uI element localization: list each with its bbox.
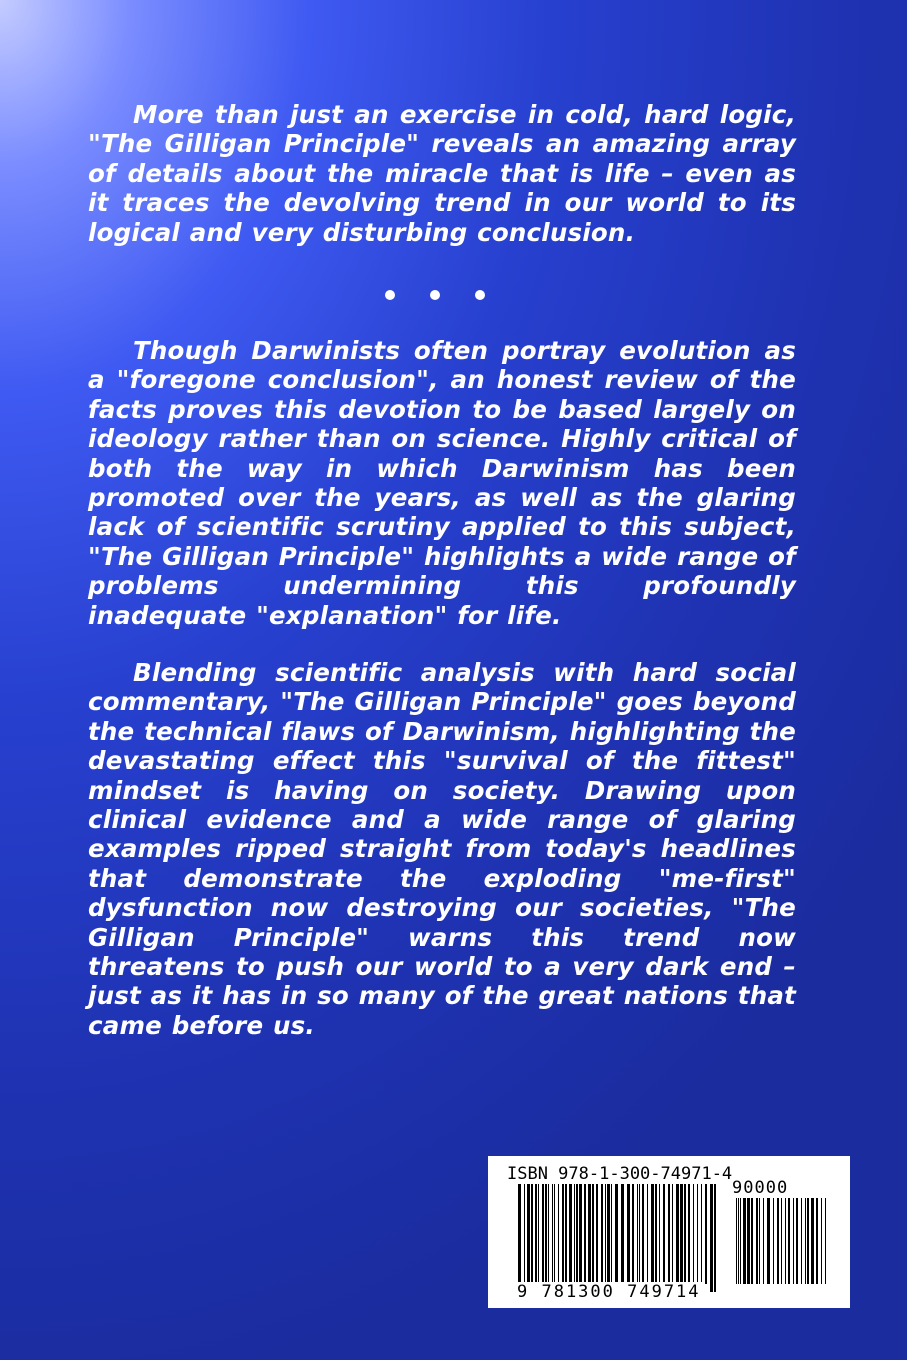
barcode-bar	[574, 1184, 575, 1284]
barcode-bar	[584, 1184, 586, 1284]
blurb-paragraph-1: More than just an exercise in cold, hard logic, "The Gilligan Principle" reveals an amazing array of details about the miracle that is life – even as it traces the devolving trend in our world to its logical and very disturbing conclusion.	[88, 100, 796, 247]
barcode-bar	[632, 1184, 634, 1284]
barcode-bar	[527, 1184, 530, 1284]
barcode-bar	[736, 1198, 737, 1284]
barcode-bar	[592, 1184, 594, 1284]
separator-dot	[430, 290, 440, 300]
barcode-bar	[569, 1184, 572, 1284]
barcode-bar	[693, 1184, 694, 1284]
barcode-bar	[767, 1198, 770, 1284]
barcode-bar	[659, 1184, 660, 1284]
isbn-label: ISBN 978-1-300-74971-4	[507, 1164, 733, 1184]
barcode-bar	[821, 1198, 822, 1284]
barcode-bar	[740, 1198, 741, 1284]
barcode-bar	[545, 1184, 547, 1284]
barcode-bar	[785, 1198, 786, 1284]
barcode-bar	[518, 1184, 521, 1292]
barcode-bar	[801, 1198, 802, 1284]
barcode-bar	[743, 1198, 746, 1284]
barcode-bar	[562, 1184, 564, 1284]
barcode-addon-digits: 90000	[732, 1178, 789, 1198]
barcode-bar	[579, 1184, 582, 1284]
separator-dot	[475, 290, 485, 300]
barcode-bar	[672, 1184, 673, 1284]
barcode-bar	[611, 1184, 612, 1284]
barcode-bar	[548, 1184, 549, 1284]
blurb-paragraph-2: Though Darwinists often portray evolution as a "foregone conclusion", an honest review of the facts proves this devotion to be based largely on ideology rather than on science. Highly critical of both the way in which Darwinism has been promoted over the years, as well as the glaring lack of scientific scrutiny applied to this subject, "The Gilligan Principle" highlights a wide range of problems undermining this profoundly inadequate "explanation" for life.	[88, 336, 796, 630]
barcode-bar	[825, 1198, 826, 1284]
barcode-bar	[701, 1184, 702, 1284]
barcode-main-digits: 9 781300 749714	[517, 1282, 701, 1302]
barcode-bar	[535, 1184, 537, 1284]
barcode-bar	[710, 1184, 713, 1292]
barcode-bar	[565, 1184, 567, 1284]
barcode-bar	[697, 1184, 698, 1284]
barcode-bar	[621, 1184, 624, 1292]
barcode-bar	[601, 1184, 603, 1284]
barcode-bar	[538, 1184, 539, 1284]
barcode-bar	[607, 1184, 610, 1284]
barcode-bar	[688, 1184, 690, 1284]
barcode-bar	[647, 1184, 648, 1284]
barcode-bar	[588, 1184, 591, 1284]
barcode-bar	[627, 1184, 630, 1284]
barcode-bar	[796, 1198, 798, 1284]
barcode-bar	[596, 1184, 598, 1284]
barcode-bar	[639, 1184, 640, 1284]
barcode-bar	[807, 1198, 809, 1284]
barcode-bar	[756, 1198, 758, 1284]
barcode-bar	[680, 1184, 683, 1284]
barcode-bar	[676, 1184, 679, 1284]
barcode-bar	[558, 1184, 559, 1284]
barcode-bar	[642, 1184, 644, 1284]
barcode-addon-bars	[736, 1198, 830, 1292]
barcode-bar	[552, 1184, 553, 1284]
barcode-bar	[705, 1184, 707, 1284]
barcode-bar	[777, 1198, 779, 1284]
barcode-bar	[524, 1184, 525, 1292]
barcode-bar	[793, 1198, 794, 1284]
barcode-bar	[763, 1198, 764, 1284]
barcode-bar	[668, 1184, 670, 1284]
isbn-barcode	[488, 1156, 850, 1308]
barcode-bar	[805, 1198, 806, 1284]
barcode-bar	[542, 1184, 544, 1284]
barcode-bar	[554, 1184, 555, 1284]
barcode-bar	[576, 1184, 578, 1284]
barcode-bar	[751, 1198, 753, 1284]
barcode-bar	[684, 1184, 686, 1284]
barcode-bar	[714, 1184, 716, 1292]
barcode-bar	[531, 1184, 533, 1284]
barcode-bar	[738, 1198, 739, 1284]
barcode-bar	[655, 1184, 657, 1284]
barcode-bar	[811, 1198, 814, 1284]
barcode-bar	[663, 1184, 665, 1284]
barcode-bar	[637, 1184, 638, 1284]
separator-dot	[385, 290, 395, 300]
barcode-bar	[615, 1184, 618, 1292]
barcode-bar	[605, 1184, 606, 1284]
section-separator	[385, 283, 485, 307]
barcode-bar	[773, 1198, 774, 1284]
barcode-bar	[759, 1198, 760, 1284]
barcode-bar	[747, 1198, 750, 1284]
barcode-bar	[788, 1198, 790, 1284]
barcode-bar	[781, 1198, 782, 1284]
barcode-bar	[651, 1184, 654, 1284]
barcode-bar	[816, 1198, 818, 1284]
barcode-main-bars	[518, 1184, 718, 1292]
blurb-paragraph-3: Blending scientific analysis with hard social commentary, "The Gilligan Principle" goes beyond the technical flaws of Darwinism, highlighting the devastating effect this "survival of the fittest" mindset is having on society. Drawing upon clinical evidence and a wide range of glaring examples ripped straight from today's headlines that demonstrate the exploding "me-first" dysfunction now destroying our societies, "The Gilligan Principle" warns this trend now threatens to push our world to a very dark end – just as it has in so many of the great nations that came before us.	[88, 658, 796, 1040]
